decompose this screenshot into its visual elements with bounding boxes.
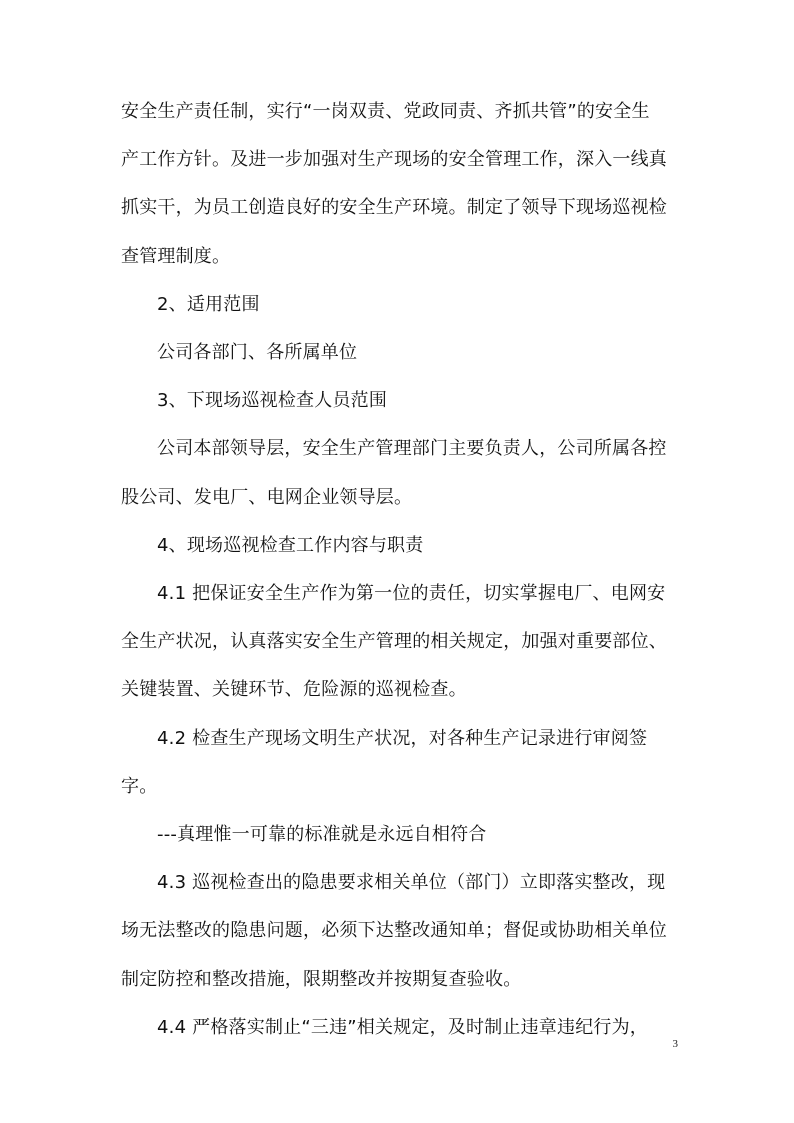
text-line: 查管理制度。: [121, 245, 231, 267]
paragraph-duty-4-4: [121, 1004, 681, 1052]
section-heading-duties: [121, 522, 681, 570]
document-body: [121, 88, 681, 1052]
text-line: 场无法整改的隐患问题，必须下达整改通知单；督促或协助相关单位: [121, 920, 667, 942]
paragraph-text: 公司各部门、各所属单位: [157, 342, 358, 364]
paragraph-duty-4-3: [121, 859, 681, 1004]
text-line: 抓实干，为员工创造良好的安全生产环境。制定了领导下现场巡视检: [121, 197, 667, 219]
section-heading-personnel: [121, 377, 681, 425]
quote-text: ---真理惟一可靠的标准就是永远自相符合: [157, 824, 487, 846]
text-line: 4.1 把保证安全生产作为第一位的责任，切实掌握电厂、电网安: [157, 583, 666, 605]
paragraph-quote: [121, 811, 681, 859]
text-line: 公司本部领导层，安全生产管理部门主要负责人，公司所属各控: [157, 438, 667, 460]
text-line: 制定防控和整改措施，限期整改并按期复查验收。: [121, 968, 522, 990]
page-number: 3: [672, 1038, 678, 1050]
heading-text: 2、适用范围: [157, 293, 260, 315]
text-line: 关键装置、关键环节、危险源的巡视检查。: [121, 679, 467, 701]
paragraph-scope: [121, 329, 681, 377]
paragraph-personnel: [121, 425, 681, 521]
text-line: 4.3 巡视检查出的隐患要求相关单位（部门）立即落实整改，现: [157, 872, 666, 894]
section-heading-scope: [121, 281, 681, 329]
heading-text: 3、下现场巡视检查人员范围: [157, 390, 388, 412]
text-line: 全生产状况，认真落实安全生产管理的相关规定，加强对重要部位、: [121, 631, 667, 653]
paragraph-duty-4-2: [121, 715, 681, 811]
text-line: 股公司、发电厂、电网企业领导层。: [121, 486, 413, 508]
paragraph-duty-4-1: [121, 570, 681, 715]
paragraph-text: 4.2 检查生产现场文明生产状况，对各种生产记录进行审阅签字。: [121, 727, 648, 797]
heading-text: 4、现场巡视检查工作内容与职责: [157, 534, 424, 556]
text-line: 产工作方针。及进一步加强对生产现场的安全管理工作，深入一线真: [121, 149, 667, 171]
paragraph-responsibility-intro: [121, 88, 681, 281]
paragraph-text: 4.4 严格落实制止“三违”相关规定，及时制止违章违纪行为，: [157, 1016, 648, 1038]
text-line: 安全生产责任制，实行“一岗双责、党政同责、齐抓共管”的安全生: [121, 101, 650, 122]
